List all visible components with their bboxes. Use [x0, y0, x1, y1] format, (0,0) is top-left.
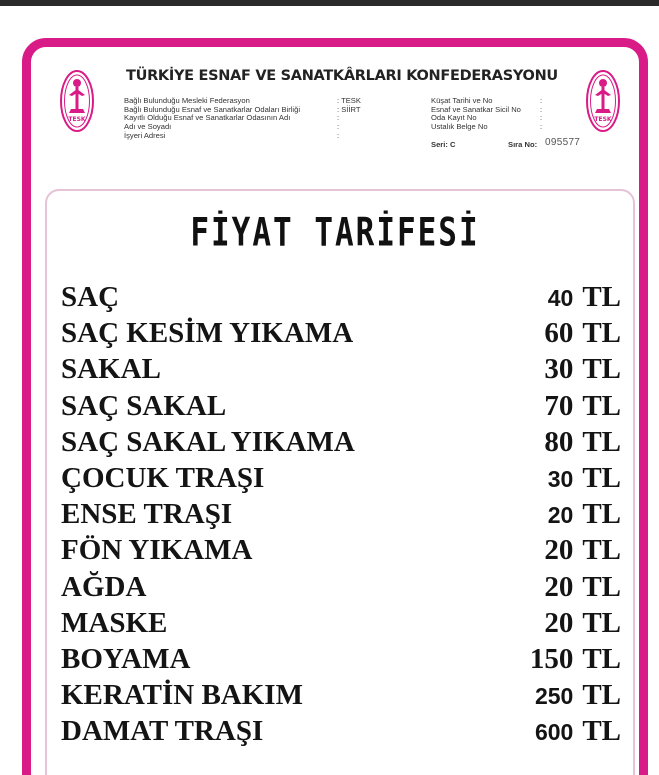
registry-value: : [540, 113, 543, 123]
service-name: DAMAT TRAŞI [61, 715, 264, 748]
service-price [548, 460, 621, 497]
registry-value: : [540, 122, 543, 132]
tesk-logo-icon [585, 69, 621, 133]
registry-label: İşyeri Adresi [124, 130, 166, 140]
price-currency: TL [582, 389, 621, 422]
service-price [530, 641, 621, 677]
price-amount: 30 [544, 353, 574, 386]
price-row [61, 569, 621, 605]
price-currency: TL [582, 461, 621, 494]
price-amount: 20 [544, 534, 574, 567]
price-currency: TL [582, 317, 621, 350]
registry-label: Küşat Tarihi ve No [431, 96, 493, 105]
price-row [61, 351, 621, 387]
service-name: SAÇ KESİM YIKAMA [61, 317, 354, 350]
price-row [61, 496, 621, 532]
registry-value: : [337, 130, 340, 140]
registry-value: : [337, 122, 340, 132]
registry-values-right [540, 97, 542, 132]
price-amount: 70 [544, 389, 574, 422]
service-price [544, 569, 621, 605]
registry-label: Ustalık Belge No [431, 122, 488, 132]
service-price [544, 532, 621, 568]
price-currency: TL [582, 570, 621, 603]
tesk-logo-icon [59, 69, 95, 133]
registry-label: Esnaf ve Sanatkar Sicil No [431, 104, 521, 114]
price-row [61, 677, 621, 713]
registry-values-left [337, 97, 361, 140]
serial-number-value: 095577 [545, 137, 581, 148]
price-currency: TL [582, 425, 621, 458]
price-currency: TL [582, 679, 621, 712]
price-row [61, 641, 621, 677]
price-currency: TL [582, 642, 621, 675]
price-row [61, 532, 621, 568]
registry-labels-right [431, 97, 521, 132]
price-list [61, 279, 621, 749]
price-currency: TL [582, 534, 621, 567]
registry-value: : [540, 96, 543, 105]
price-currency: TL [582, 281, 621, 313]
service-name: MASKE [61, 606, 168, 639]
price-currency: TL [582, 715, 621, 748]
service-name: SAÇ [61, 281, 120, 313]
confederation-title: TÜRKİYE ESNAF VE SANATKÂRLARI KONFEDERASYONU [126, 68, 558, 84]
top-edge-bar [0, 0, 659, 6]
service-price [544, 388, 621, 424]
tariff-title: FİYAT TARİFESİ [190, 210, 480, 256]
service-price [544, 424, 621, 460]
registry-label: Kayıtlı Olduğu Esnaf ve Sanatkarlar Odasının Adı [124, 113, 291, 123]
registry-value: : TESK [337, 96, 361, 105]
price-row [61, 460, 621, 496]
price-row [61, 388, 621, 424]
service-price [544, 351, 621, 387]
service-name: AĞDA [61, 570, 147, 603]
price-currency: TL [582, 353, 621, 386]
price-amount: 20 [544, 606, 574, 639]
service-name: FÖN YIKAMA [61, 534, 253, 567]
price-amount: 20 [547, 502, 574, 529]
price-amount: 60 [544, 317, 574, 350]
service-name: BOYAMA [61, 642, 191, 675]
service-price [548, 279, 621, 316]
service-price [535, 677, 621, 714]
price-amount: 80 [544, 425, 574, 458]
price-row [61, 605, 621, 641]
price-currency: TL [582, 498, 621, 531]
price-amount: 600 [534, 719, 574, 746]
service-price [544, 605, 621, 641]
service-price [535, 713, 621, 750]
service-name: SAÇ SAKAL [61, 389, 227, 422]
registry-label: Bağlı Bulunduğu Esnaf ve Sanatkarlar Odaları Birliği [124, 104, 301, 114]
registry-value: : SİİRT [337, 104, 361, 114]
price-row [61, 279, 621, 315]
registry-value: : [540, 104, 543, 114]
registry-label: Adı ve Soyadı [124, 122, 172, 132]
svg-text:TESK: TESK [594, 116, 612, 123]
price-amount: 30 [547, 465, 574, 492]
registry-value: : [337, 113, 340, 123]
serial-number-label: Sıra No: [508, 140, 538, 149]
service-name: SAKAL [61, 353, 161, 386]
registry-labels-left [124, 97, 300, 140]
price-amount: 150 [529, 642, 574, 675]
service-name: KERATİN BAKIM [61, 679, 303, 712]
price-amount: 250 [534, 683, 574, 710]
price-row [61, 424, 621, 460]
svg-text:TESK: TESK [68, 116, 86, 123]
price-amount: 40 [547, 285, 574, 311]
service-name: ÇOCUK TRAŞI [61, 461, 265, 494]
price-row [61, 315, 621, 351]
registry-label: Bağlı Bulunduğu Mesleki Federasyon [124, 96, 250, 105]
service-name: ENSE TRAŞI [61, 498, 233, 531]
registry-label: Oda Kayıt No [431, 113, 477, 123]
price-amount: 20 [544, 570, 574, 603]
price-row [61, 713, 621, 749]
service-name: SAÇ SAKAL YIKAMA [61, 425, 355, 458]
price-currency: TL [582, 606, 621, 639]
service-price [544, 315, 621, 351]
price-sheet-frame [22, 38, 648, 775]
series-label: Seri: C [431, 140, 456, 149]
service-price [548, 496, 621, 533]
